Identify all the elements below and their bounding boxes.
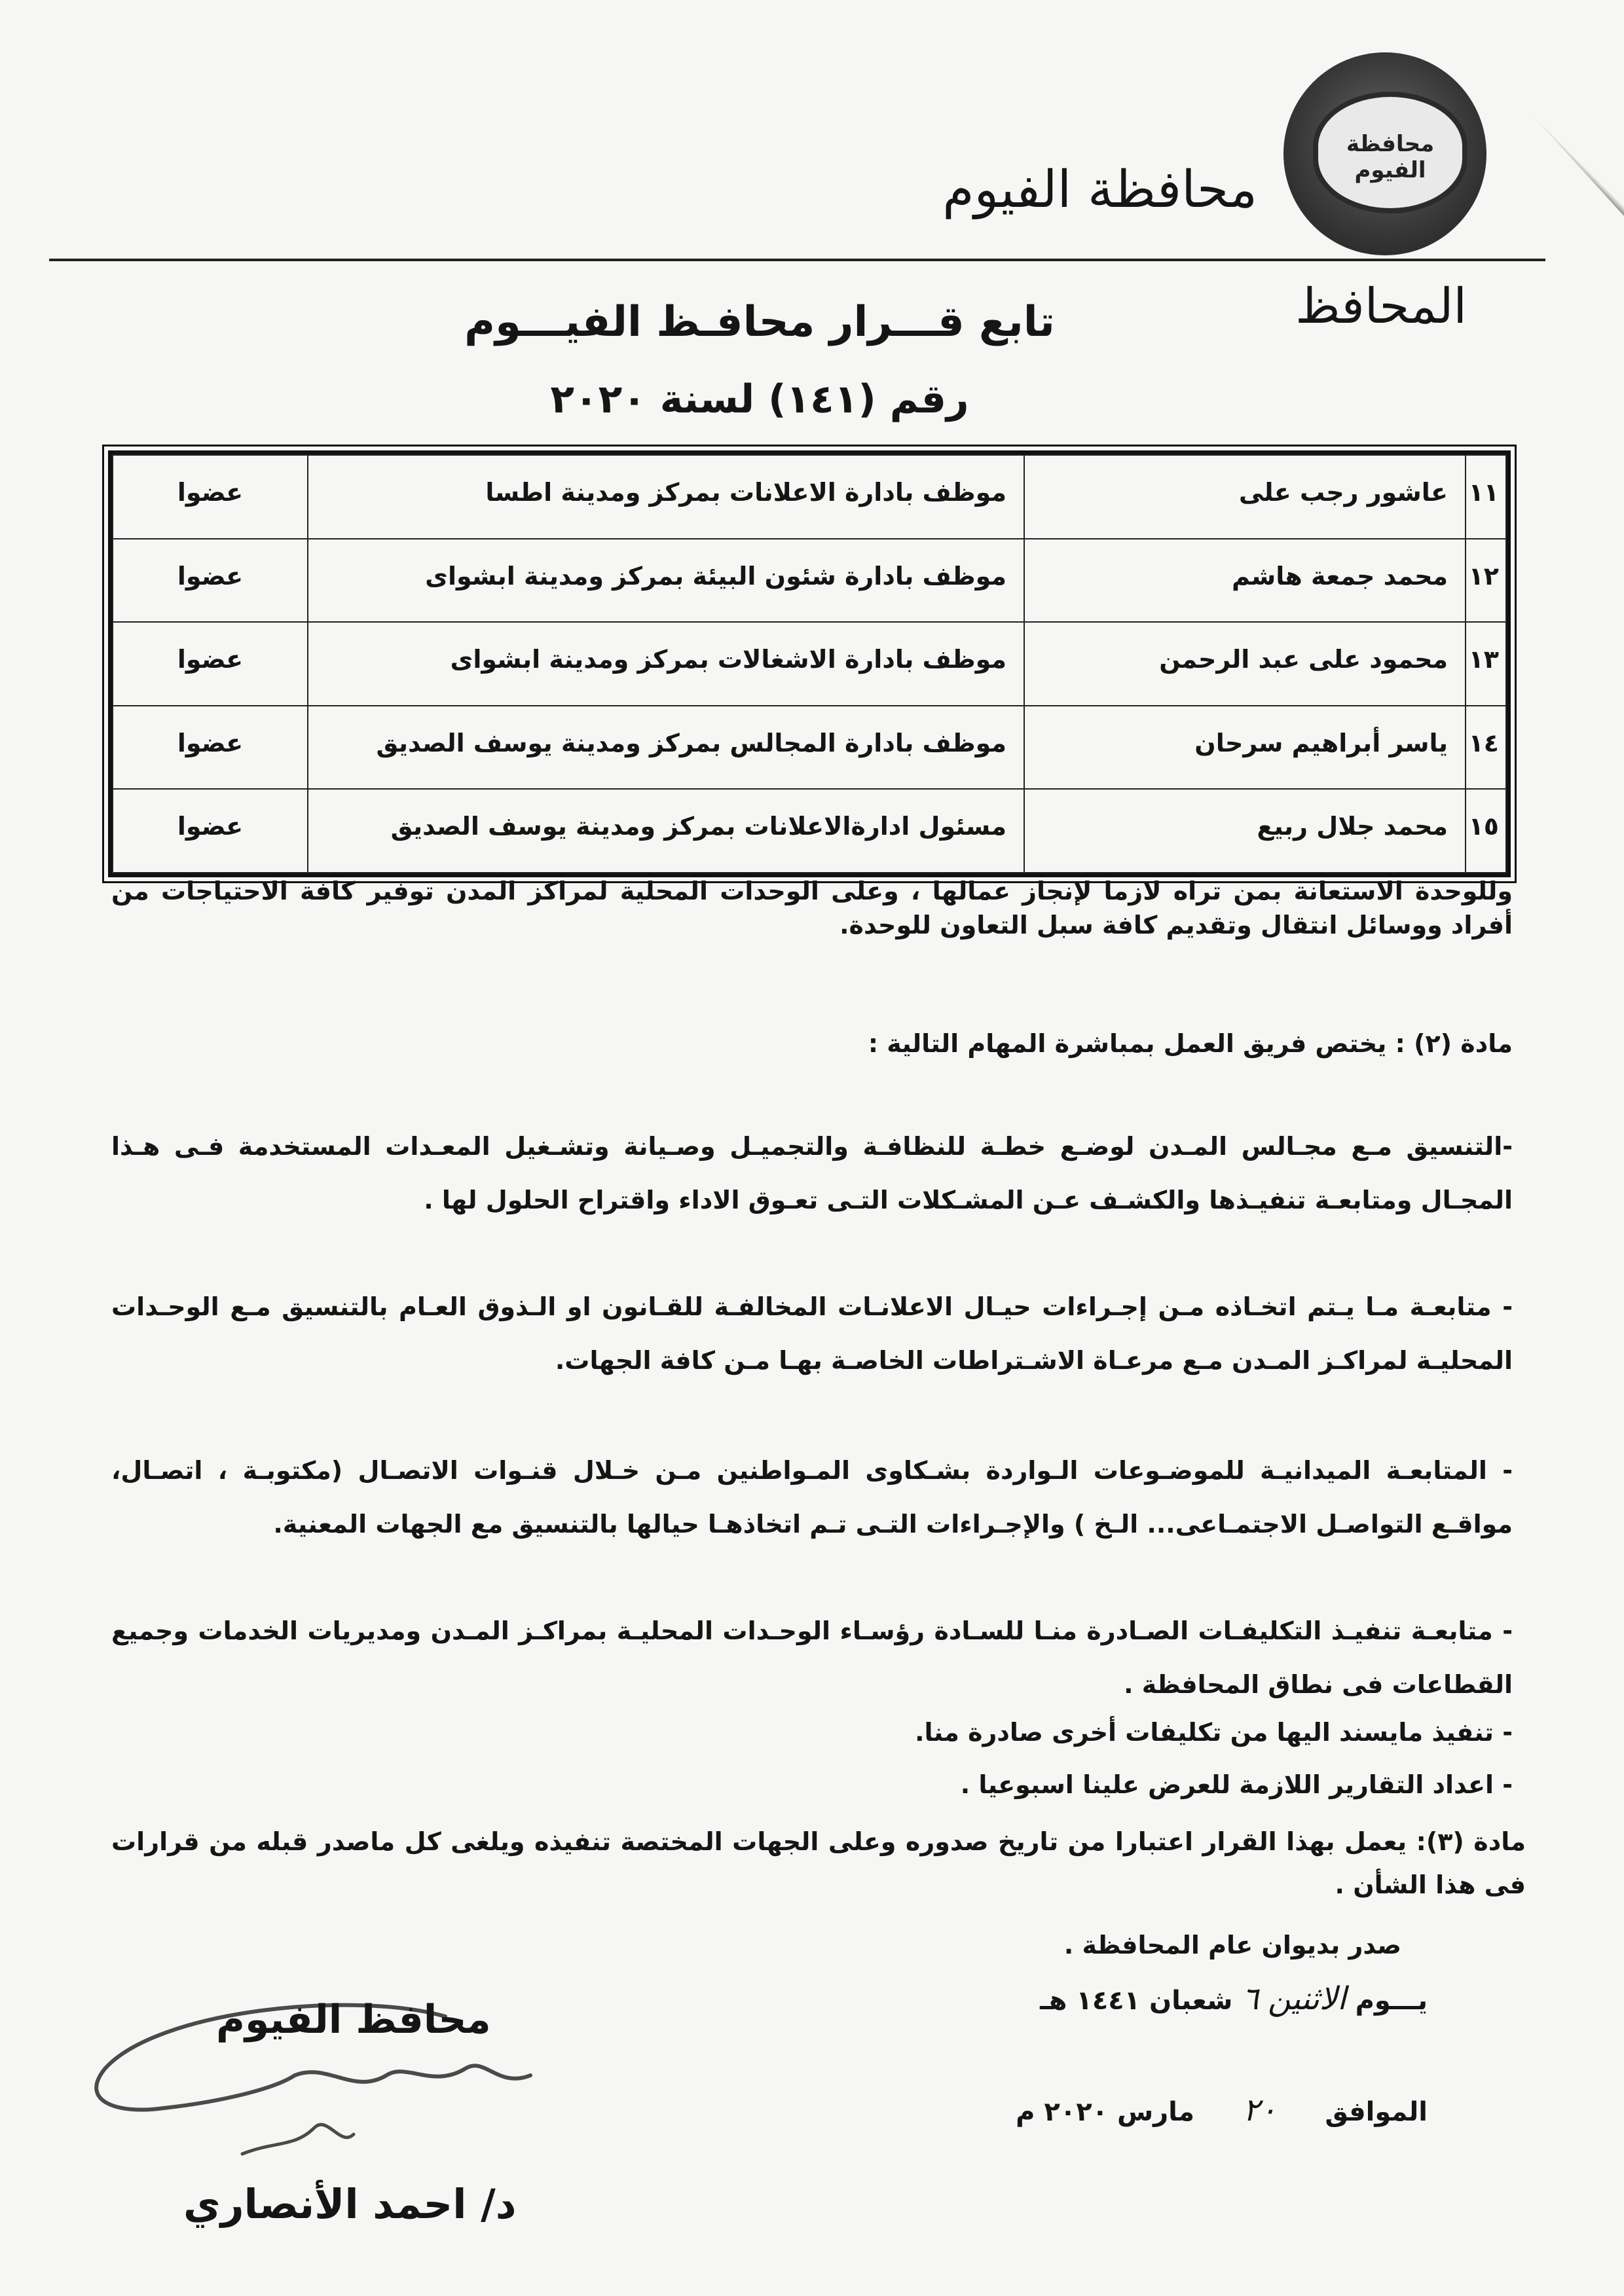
task-item-3: - المتابعـة الميدانيـة للموضـوعات الـواردة بشـكاوى المـواطنين مـن خـلال قنـوات الاتصـال (مكتوبـة ، اتصـال، مواقـع التواصـل الاجتمـاعى... الـخ ) والإجـراءات التـى تـم اتخاذهـا حيالها بالتنسيق مع الجهات المعنية. <box>111 1456 1513 1539</box>
logo-text: محافظة الفيوم <box>1346 131 1435 183</box>
member-position: موظف بادارة الاعلانات بمركز ومدينة اطسا <box>308 455 1024 539</box>
task-item-4: - متابعـة تنفيـذ التكليفـات الصـادرة منـا للسـادة رؤسـاء الوحـدات المحليـة بمراكـز المـدن ومديريات الخدمات وجميع القطاعات فى نطاق المحافظة . <box>111 1616 1513 1699</box>
governor-label: المحافظ <box>1295 278 1467 335</box>
member-row <box>113 706 1506 790</box>
member-row <box>113 539 1506 623</box>
row-number: ١٣ <box>1466 622 1506 706</box>
member-position: موظف بادارة الاشغالات بمركز ومدينة ابشواى <box>308 622 1024 706</box>
signatory-title: محافظ الفيوم <box>216 1997 491 2043</box>
gregorian-date-line <box>1016 2092 1428 2128</box>
member-name: محمد جلال ربيع <box>1024 789 1466 873</box>
article-2-heading: مادة (٢) : يختص فريق العمل بمباشرة المهام التالية : <box>868 1029 1513 1058</box>
member-row <box>113 622 1506 706</box>
signatory-name: د/ احمد الأنصاري <box>183 2180 517 2228</box>
members-table <box>108 450 1511 877</box>
decree-number: رقم (١٤١) لسنة ٢٠٢٠ <box>550 376 969 422</box>
governorate-name: محافظة الفيوم <box>942 160 1257 219</box>
member-name: ياسر أبراهيم سرحان <box>1024 706 1466 790</box>
member-row <box>113 455 1506 539</box>
article-3: مادة (٣): يعمل بهذا القرار اعتبارا من تاريخ صدوره وعلى الجهات المختصة تنفيذه ويلغى كل ماصدر قبله من قرارات فى هذا الشأن . <box>111 1827 1526 1899</box>
member-position: موظف بادارة المجالس بمركز ومدينة يوسف الصديق <box>308 706 1024 790</box>
member-name: محمد جمعة هاشم <box>1024 539 1466 623</box>
hijri-day: ٦ <box>1242 1980 1259 2017</box>
member-role: عضوا <box>113 622 308 706</box>
row-number: ١٤ <box>1466 706 1506 790</box>
gregorian-month-year: مارس ٢٠٢٠ م <box>1016 2097 1194 2127</box>
member-role: عضوا <box>113 455 308 539</box>
member-role: عضوا <box>113 706 308 790</box>
task-item-2: - متابعـة مـا يـتم اتخـاذه مـن إجـراءات حيـال الاعلانـات المخالفـة للقـانون او الـذوق العـام بالتنسيق مـع الوحـدات المحليـة لمراكـز المـدن مـع مرعـاة الاشـتراطات الخاصـة بهـا مـن كافة الجهات. <box>111 1292 1513 1375</box>
day-prefix: يـــوم <box>1355 1986 1428 2016</box>
task-item-6: - اعداد التقارير اللازمة للعرض علينا اسبوعيا . <box>960 1770 1513 1799</box>
decree-title: تابع قـــرار محافـظ الفيـــوم <box>464 298 1055 346</box>
task-item-5: - تنفيذ مايسند اليها من تكليفات أخرى صادرة منا. <box>915 1718 1513 1747</box>
row-number: ١١ <box>1466 455 1506 539</box>
logo-emblem <box>1313 92 1467 213</box>
hijri-date-line <box>1040 1980 1428 2017</box>
hijri-month-year: شعبان ١٤٤١ هـ <box>1040 1986 1233 2016</box>
paragraph-unit-support: وللوحدة الاستعانة بمن تراه لازما لإنجاز عمالها ، وعلى الوحدات المحلية لمراكز المدن توفير كافة الاحتياجات من أفراد ووسائل انتقال وتقديم كافة سبل التعاون للوحدة. <box>111 877 1513 939</box>
governorate-logo <box>1283 52 1486 255</box>
member-role: عضوا <box>113 539 308 623</box>
corresponding-label: الموافق <box>1325 2097 1428 2127</box>
row-number: ١٥ <box>1466 789 1506 873</box>
row-number: ١٢ <box>1466 539 1506 623</box>
member-name: محمود على عبد الرحمن <box>1024 622 1466 706</box>
day-handwritten: الاثنين <box>1268 1980 1346 2017</box>
member-role: عضوا <box>113 789 308 873</box>
member-position: موظف بادارة شئون البيئة بمركز ومدينة ابشواى <box>308 539 1024 623</box>
member-position: مسئول ادارةالاعلانات بمركز ومدينة يوسف الصديق <box>308 789 1024 873</box>
member-name: عاشور رجب على <box>1024 455 1466 539</box>
header-divider <box>49 259 1545 261</box>
member-row <box>113 789 1506 873</box>
issued-statement: صدر بديوان عام المحافظة . <box>1063 1931 1401 1959</box>
task-item-1: -التنسيق مـع مجـالس المـدن لوضـع خطـة للنظافـة والتجميـل وصـيانة وتشـغيل المعـدات المستخدمة فـى هـذا المجـال ومتابعـة تنفيـذها والكشـف عـن المشـكلات التـى تعـوق الاداء واقتراح الحلول لها . <box>111 1132 1513 1214</box>
gregorian-day: ٢٠ <box>1242 2092 1277 2128</box>
